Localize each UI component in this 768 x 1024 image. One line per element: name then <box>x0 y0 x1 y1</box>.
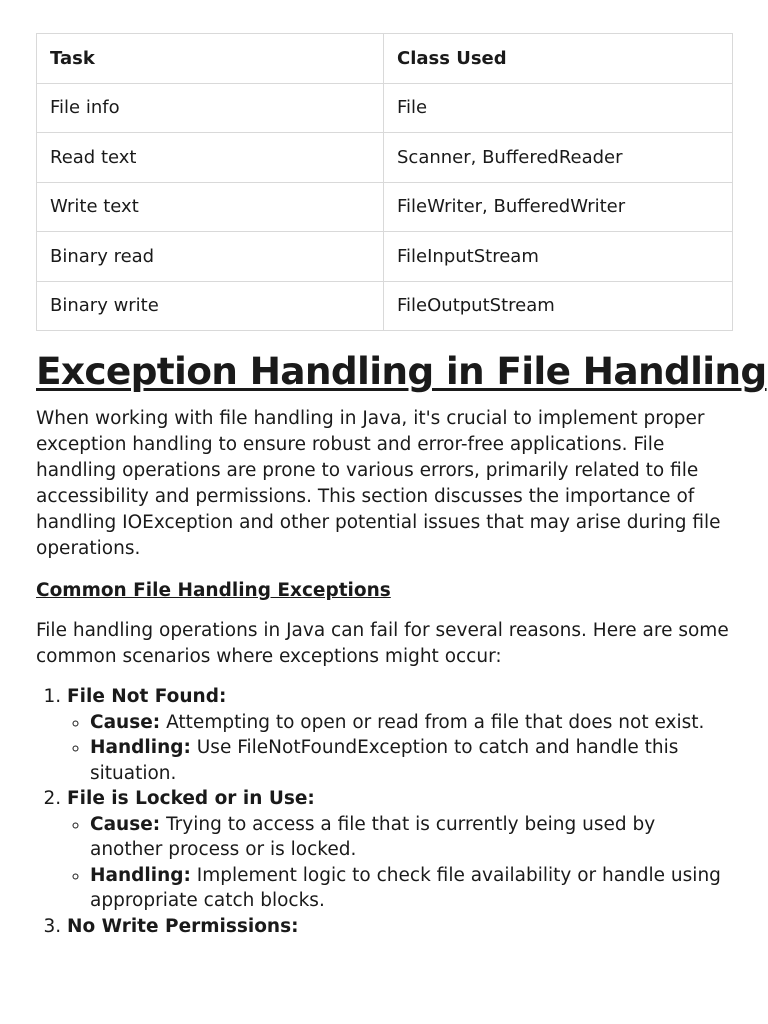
list-item <box>67 684 732 786</box>
table-cell-class: FileOutputStream <box>384 281 733 331</box>
table-cell-class: Scanner, BufferedReader <box>384 133 733 183</box>
table-header-row <box>37 34 733 84</box>
column-header-task: Task <box>37 34 384 84</box>
table-cell-task: File info <box>37 83 384 133</box>
handling-label: Handling: <box>90 737 191 758</box>
table-cell-class: FileInputStream <box>384 232 733 282</box>
table-row <box>37 232 733 282</box>
cause-text: Attempting to open or read from a file that does not exist. <box>166 711 705 733</box>
table-row <box>37 281 733 331</box>
cause-text: Trying to access a file that is currently being used by another process or is locked. <box>90 813 656 860</box>
table-cell-class: FileWriter, BufferedWriter <box>384 182 733 232</box>
scenarios-intro: File handling operations in Java can fail for several reasons. Here are some common scenarios where exceptions might occur: <box>36 620 729 667</box>
table-row <box>37 133 733 183</box>
sub-list-item <box>90 735 732 786</box>
table-row <box>37 182 733 232</box>
sub-list <box>67 812 732 914</box>
list-item <box>67 914 732 940</box>
table-cell-task: Binary read <box>37 232 384 282</box>
subheading: Common File Handling Exceptions <box>36 580 391 601</box>
exceptions-list <box>36 684 732 939</box>
intro-paragraph: When working with file handling in Java, it's crucial to implement proper exception handling to ensure robust and error-free applications. File handling operations are prone to various errors, primarily related to file accessibility and permissions. This section discusses the importance of handling IOException and other potential issues that may arise during file operations. <box>36 408 721 559</box>
list-item-title: No Write Permissions: <box>67 915 299 937</box>
section-title: Exception Handling in File Handling <box>36 349 767 393</box>
sub-list-item <box>90 710 732 736</box>
sub-list <box>67 710 732 787</box>
table-cell-class: File <box>384 83 733 133</box>
handling-label: Handling: <box>90 864 191 886</box>
sub-list-item <box>90 812 732 863</box>
sub-list-item <box>90 863 732 914</box>
handling-text: Implement logic to check file availability or handle using appropriate catch blocks. <box>90 864 721 911</box>
table-row <box>37 83 733 133</box>
list-item <box>67 786 732 914</box>
task-class-table <box>36 33 733 331</box>
cause-label: Cause: <box>90 711 161 733</box>
table-cell-task: Write text <box>37 182 384 232</box>
cause-label: Cause: <box>90 813 161 835</box>
list-item-title: File Not Found: <box>67 686 227 707</box>
table-cell-task: Binary write <box>37 281 384 331</box>
handling-text: Use FileNotFoundException to catch and handle this situation. <box>90 737 679 784</box>
table-cell-task: Read text <box>37 133 384 183</box>
column-header-class-used: Class Used <box>384 34 733 84</box>
list-item-title: File is Locked or in Use: <box>67 788 315 809</box>
